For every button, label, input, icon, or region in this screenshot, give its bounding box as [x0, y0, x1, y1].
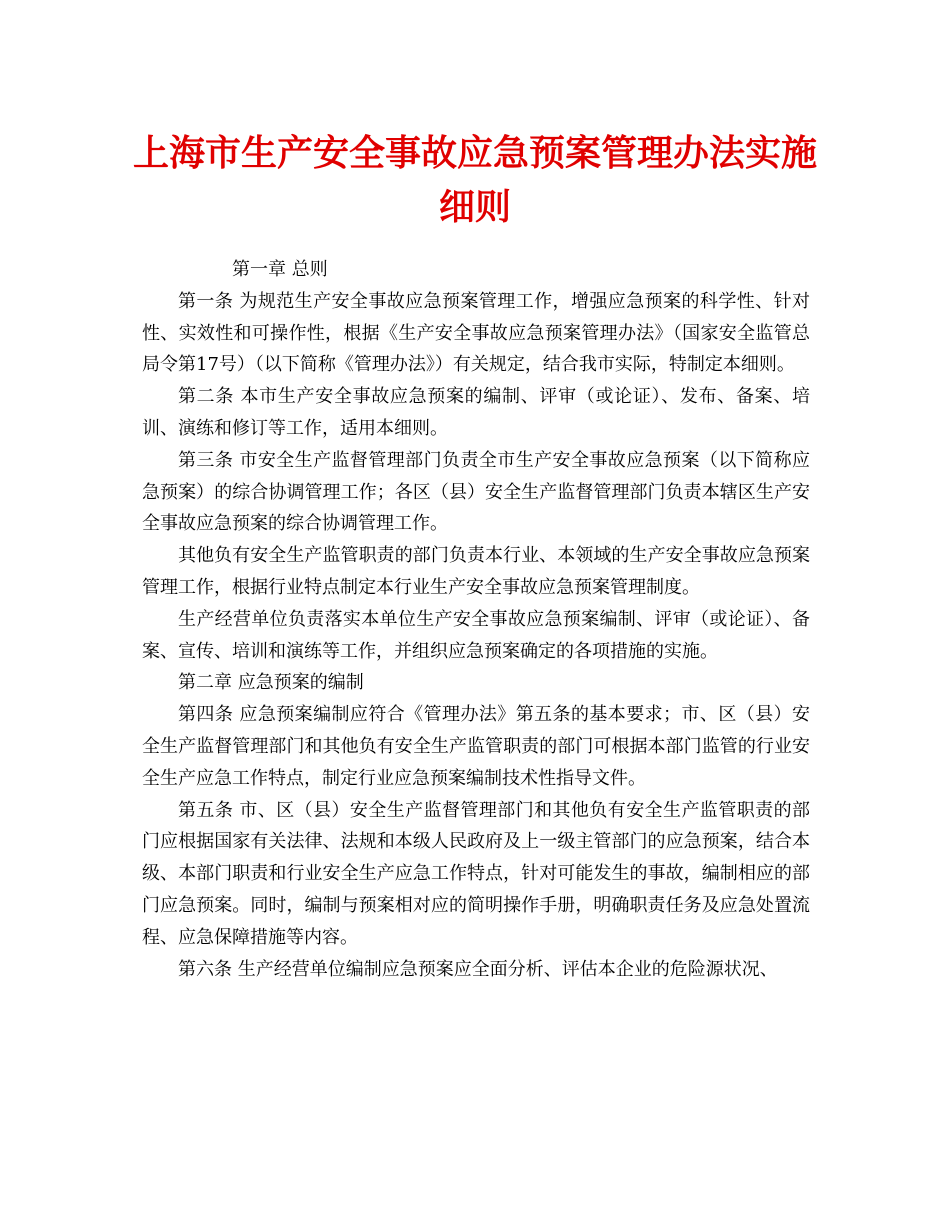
article-paragraph: 第四条 应急预案编制应符合《管理办法》第五条的基本要求；市、区（县）安全生产监督管理部门和其他负有安全生产监管职责的部门可根据本部门监管的行业安全生产应急工作特点，制定行业应急预案编制技术性指导文件。	[142, 704, 810, 789]
title-line-2: 细则	[438, 186, 511, 228]
body-paragraph: 生产经营单位负责落实本单位生产安全事故应急预案编制、评审（或论证）、备案、宣传、培训和演练等工作，并组织应急预案确定的各项措施的实施。	[142, 608, 810, 662]
document-title	[120, 126, 830, 234]
article-paragraph: 第二条 本市生产安全事故应急预案的编制、评审（或论证）、发布、备案、培训、演练和修订等工作，适用本细则。	[142, 386, 810, 439]
article-paragraph: 第五条 市、区（县）安全生产监督管理部门和其他负有安全生产监管职责的部门应根据国家有关法律、法规和本级人民政府及上一级主管部门的应急预案，结合本级、本部门职责和行业安全生产应急工作特点，针对可能发生的事故，编制相应的部门应急预案。同时，编制与预案相对应的简明操作手册，明确职责任务及应急处置流程、应急保障措施等内容。	[142, 799, 810, 948]
chapter-heading: 第二章 应急预案的编制	[178, 672, 364, 694]
body-paragraph: 其他负有安全生产监管职责的部门负责本行业、本领域的生产安全事故应急预案管理工作，根据行业特点制定本行业生产安全事故应急预案管理制度。	[142, 545, 810, 598]
title-line-1: 上海市生产安全事故应急预案管理办法实施	[132, 132, 817, 174]
article-paragraph: 第六条 生产经营单位编制应急预案应全面分析、评估本企业的危险源状况、	[178, 958, 778, 980]
chapter-heading: 第一章 总则	[232, 259, 328, 280]
article-paragraph: 第三条 市安全生产监督管理部门负责全市生产安全事故应急预案（以下简称应急预案）的综合协调管理工作；各区（县）安全生产监督管理部门负责本辖区生产安全事故应急预案的综合协调管理工作。	[142, 449, 810, 535]
document-body	[142, 254, 810, 985]
article-paragraph: 第一条 为规范生产安全事故应急预案管理工作，增强应急预案的科学性、针对性、实效性和可操作性，根据《生产安全事故应急预案管理办法》（国家安全监管总局令第17号）（以下简称《管理办法》）有关规定，结合我市实际，特制定本细则。	[142, 290, 810, 376]
